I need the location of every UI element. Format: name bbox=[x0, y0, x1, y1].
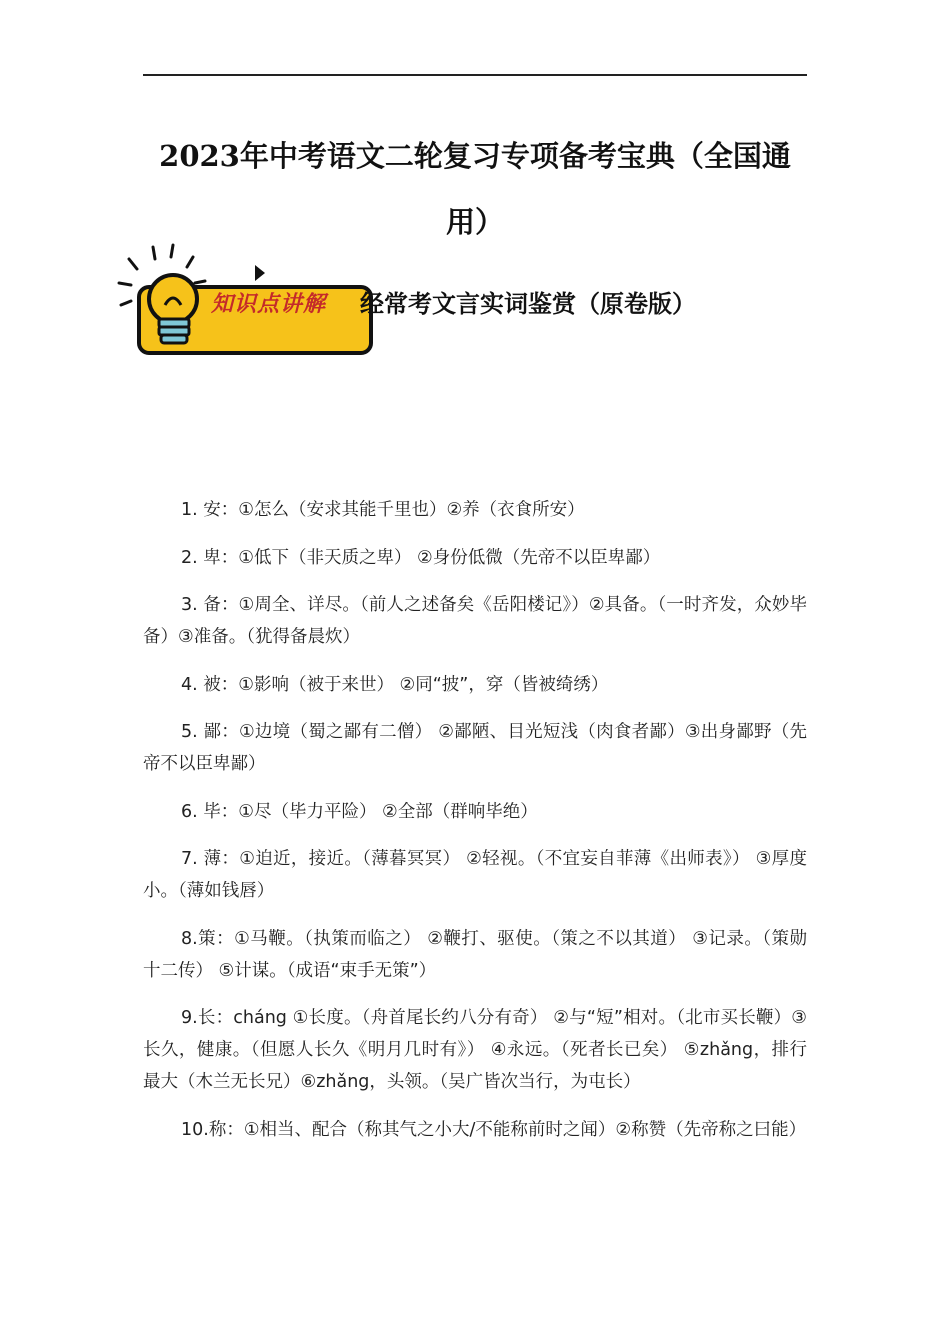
document-title-line-2: 用） bbox=[445, 205, 504, 239]
entry-7: 7. 薄：①迫近，接近。（薄暮冥冥） ②轻视。（不宜妄自菲薄《出师表》） ③厚度小。（薄如钱唇） bbox=[143, 849, 807, 901]
badge-label: 知识点讲解 bbox=[211, 291, 327, 317]
entry-8: 8.策：①马鞭。（执策而临之） ②鞭打、驱使。（策之不以其道） ③记录。（策勋十二传） ⑤计谋。（成语“束手无策”） bbox=[143, 928, 807, 981]
entry-6: 6. 毕：①尽（毕力平险） ②全部（群响毕绝） bbox=[181, 801, 538, 822]
entry-list bbox=[143, 494, 807, 1161]
entry-2: 2. 卑：①低下（非天质之卑） ②身份低微（先帝不以臣卑鄙） bbox=[181, 547, 661, 568]
document-title-line-1: 2023年中考语文二轮复习专项备考宝典（全国通 bbox=[159, 139, 791, 173]
lightbulb-body bbox=[135, 261, 215, 361]
top-rule bbox=[143, 74, 807, 76]
entry-9: 9.长：cháng ①长度。（舟首尾长约八分有奇） ②与“短”相对。（北市买长鞭）③长久，健康。（但愿人长久《明月几时有》） ④永远。（死者长已矣） ⑤zhǎng，排行最大（木兰无长兄）⑥zhǎng，头领。（吴广皆次当行，为屯长） bbox=[143, 1008, 807, 1092]
entry-10: 10.称：①相当、配合（称其气之小大/不能称前时之闻）②称赞（先帝称之曰能） bbox=[181, 1119, 807, 1140]
entry-4: 4. 被：①影响（被于来世） ②同“披”，穿（皆被绮绣） bbox=[181, 674, 609, 695]
entry-3: 3. 备：①周全、详尽。（前人之述备矣《岳阳楼记》）②具备。（一时齐发，众妙毕备）③准备。（犹得备晨炊） bbox=[143, 595, 807, 647]
entry-1: 1. 安：①怎么（安求其能千里也）②养（衣食所安） bbox=[181, 500, 585, 520]
entry-5: 5. 鄙：①边境（蜀之鄙有二僧） ②鄙陋、目光短浅（肉食者鄙）③出身鄙野（先帝不以臣卑鄙） bbox=[143, 722, 807, 774]
knowledge-badge bbox=[115, 243, 375, 358]
section-subtitle: 经常考文言实词鉴赏（原卷版） bbox=[360, 289, 696, 318]
